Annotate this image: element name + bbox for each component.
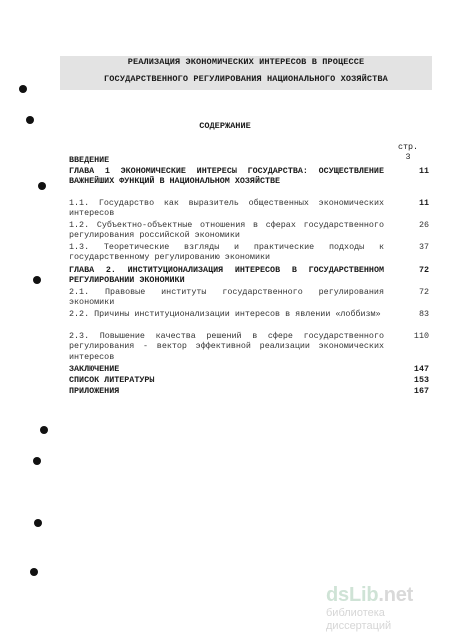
- toc-entry-text: ЗАКЛЮЧЕНИЕ: [69, 364, 120, 374]
- punch-hole: [30, 568, 38, 576]
- toc-entry: [69, 242, 429, 263]
- toc-entry-page: 11: [418, 166, 429, 176]
- punch-hole: [19, 85, 27, 93]
- page-column-label: стр.: [397, 142, 419, 152]
- toc-entry: [69, 265, 429, 286]
- toc-entry: [69, 198, 429, 219]
- toc-entry: [69, 155, 429, 165]
- toc-entry-text: СПИСОК ЛИТЕРАТУРЫ: [69, 375, 155, 385]
- toc-entry-page: 110: [413, 331, 429, 341]
- toc-entry: [69, 309, 429, 319]
- page-column-sub: 3: [405, 152, 411, 162]
- toc-entry-page: 26: [418, 220, 429, 230]
- punch-hole: [33, 457, 41, 465]
- toc-entry-page: 83: [418, 309, 429, 319]
- document-title-line-2: ГОСУДАРСТВЕННОГО РЕГУЛИРОВАНИЯ НАЦИОНАЛЬНОГО ХОЗЯЙСТВА: [104, 74, 388, 84]
- document-title-line-1: РЕАЛИЗАЦИЯ ЭКОНОМИЧЕСКИХ ИНТЕРЕСОВ В ПРОЦЕССЕ: [127, 57, 365, 67]
- toc-entry-page: 147: [413, 364, 429, 374]
- punch-hole: [34, 519, 42, 527]
- watermark-logo: [326, 584, 438, 606]
- toc-entry: [69, 386, 429, 396]
- toc-entry-text: 1.2. Субъектно-объектные отношения в сферах государственного регулирования российской экономики: [69, 220, 384, 241]
- toc-entry-page: 72: [418, 265, 429, 275]
- toc-entry: [69, 364, 429, 374]
- watermark-subtitle: библиотека диссертаций: [326, 607, 392, 632]
- contents-heading: СОДЕРЖАНИЕ: [199, 121, 251, 131]
- watermark-logo-right: .net: [378, 584, 414, 606]
- toc-entry-text: 1.1. Государство как выразитель общественных экономических интересов: [69, 198, 384, 219]
- punch-hole: [40, 426, 48, 434]
- toc-entry-text: ГЛАВА 1 ЭКОНОМИЧЕСКИЕ ИНТЕРЕСЫ ГОСУДАРСТВА: ОСУЩЕСТВЛЕНИЕ ВАЖНЕЙШИХ ФУНКЦИЙ В НАЦИОНАЛЬНОМ ХОЗЯЙСТВЕ: [69, 166, 384, 187]
- toc-entry: [69, 287, 429, 308]
- watermark: [326, 584, 438, 633]
- punch-hole: [38, 182, 46, 190]
- toc-entry: [69, 166, 429, 187]
- toc-entry-text: ВВЕДЕНИЕ: [69, 155, 110, 165]
- toc-entry-text: ГЛАВА 2. ИНСТИТУЦИОНАЛИЗАЦИЯ ИНТЕРЕСОВ В ГОСУДАРСТВЕННОМ РЕГУЛИРОВАНИИ ЭКОНОМИКИ: [69, 265, 384, 286]
- toc-entry-text: 1.3. Теоретические взгляды и практические подходы к государственному регулированию экономики: [69, 242, 384, 263]
- toc-entry: [69, 331, 429, 362]
- toc-entry-page: 72: [418, 287, 429, 297]
- toc-entry: [69, 375, 429, 385]
- punch-hole: [26, 116, 34, 124]
- toc-entry-page: 167: [413, 386, 429, 396]
- toc-entry-page: 153: [413, 375, 429, 385]
- toc-entry-page: 11: [418, 198, 429, 208]
- toc-entry-page: 37: [418, 242, 429, 252]
- toc-entry-text: 2.3. Повышение качества решений в сфере государственного регулирования - вектор эффективной реализации экономических интересов: [69, 331, 384, 362]
- watermark-logo-left: dsLib: [326, 584, 379, 606]
- toc-entry-text: 2.2. Причины институционализации интересов в явлении «лоббизм»: [69, 309, 381, 319]
- toc-entry-text: 2.1. Правовые институты государственного регулирования экономики: [69, 287, 384, 308]
- toc-entry-text: ПРИЛОЖЕНИЯ: [69, 386, 120, 396]
- toc-entry: [69, 220, 429, 241]
- punch-hole: [33, 276, 41, 284]
